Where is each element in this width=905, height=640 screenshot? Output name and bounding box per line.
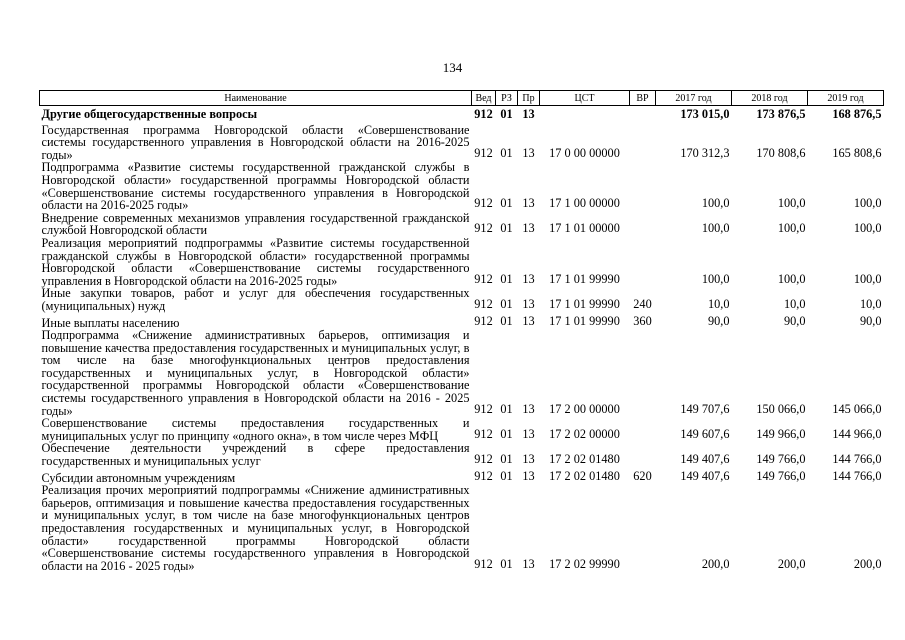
- row-value-2018: 100,0: [777, 196, 806, 211]
- row-cst: [540, 106, 630, 124]
- row-value-2017: 10,0: [707, 296, 730, 311]
- row-name: Реализация прочих мероприятий подпрограммы «Снижение административных барьеров, оптимизация и повышение качества предоставления государственных и муниципальных услуг, в том числе на базе многофункциональных центров предоставления государственных и муниципальных услуг, в Новгородской области» государственной программы Новгородской области «Совершенствование системы государственного управления в Новгородской области на 2016 - 2025 годы»: [41, 483, 470, 573]
- row-value-2019: 100,0: [853, 221, 882, 236]
- row-rz: 01: [500, 221, 513, 236]
- row-value-2017: 100,0: [701, 271, 730, 286]
- row-ved: 912: [474, 556, 493, 571]
- row-ved: 912: [474, 426, 493, 441]
- row-vr: 240: [633, 296, 652, 311]
- table-row: [40, 329, 884, 417]
- row-value-2017: 200,0: [701, 556, 730, 571]
- row-rz: 01: [500, 426, 513, 441]
- row-pr: 13: [522, 556, 535, 571]
- row-cst: 17 2 02 01480: [549, 452, 620, 467]
- header-ved: Вед: [472, 91, 496, 106]
- row-vr: [630, 417, 656, 442]
- row-value-2018: 150 066,0: [756, 401, 806, 416]
- row-value-2019: 144 966,0: [832, 426, 882, 441]
- row-cst: 17 0 00 00000: [549, 145, 620, 160]
- header-rz: РЗ: [496, 91, 518, 106]
- row-name: Совершенствование системы предоставления государственных и муниципальных услуг по принципу «одного окна», в том числе через МФЦ: [41, 416, 470, 443]
- row-name: Государственная программа Новгородской области «Совершенствование системы государственного управления в Новгородской области на 2016-2025 годы»: [41, 122, 470, 162]
- row-value-2019: 165 808,6: [832, 145, 882, 160]
- row-value-2017: 90,0: [707, 313, 730, 328]
- table-row: [40, 484, 884, 572]
- row-ved: 912: [474, 221, 493, 236]
- row-value-2017: 149 407,6: [680, 452, 730, 467]
- row-pr: 13: [522, 196, 535, 211]
- row-value-2019: 10,0: [859, 296, 882, 311]
- row-pr: 13: [522, 271, 535, 286]
- row-ved: 912: [474, 452, 493, 467]
- header-name: Наименование: [40, 91, 472, 106]
- header-pr: Пр: [518, 91, 540, 106]
- row-value-2017: 170 312,3: [680, 145, 730, 160]
- row-name: Реализация мероприятий подпрограммы «Развитие системы государственной гражданской службы в Новгородской области» государственной программы Новгородской области «Совершенствование системы государственного управления в Новгородской области на 2016-2025 годы»: [41, 235, 470, 288]
- row-rz: 01: [500, 271, 513, 286]
- row-value-2019: 90,0: [859, 313, 882, 328]
- row-value-2019: 145 066,0: [832, 401, 882, 416]
- page-number: 134: [442, 60, 463, 75]
- row-value-2019: 100,0: [853, 271, 882, 286]
- row-value-2019: 168 876,5: [832, 107, 882, 121]
- row-pr: 13: [522, 452, 535, 467]
- row-value-2018: 149 766,0: [756, 468, 806, 483]
- row-pr: 13: [522, 145, 535, 160]
- row-ved: 912: [474, 271, 493, 286]
- table-row: [40, 237, 884, 287]
- row-name: Обеспечение деятельности учреждений в сфере предоставления государственных и муниципальных услуг: [41, 441, 470, 469]
- table-row: [40, 468, 884, 485]
- table-row: [40, 287, 884, 312]
- row-vr: [630, 212, 656, 237]
- row-vr: [630, 124, 656, 162]
- table-row: [40, 161, 884, 211]
- header-2017: 2017 год: [656, 91, 732, 106]
- header-2018: 2018 год: [732, 91, 808, 106]
- row-cst: 17 2 00 00000: [549, 401, 620, 416]
- row-cst: 17 1 01 99990: [549, 313, 620, 328]
- row-rz: 01: [500, 401, 513, 416]
- row-value-2018: 149 766,0: [756, 452, 806, 467]
- row-pr: 13: [522, 221, 535, 236]
- row-name: Подпрограмма «Снижение административных барьеров, оптимизация и повышение качества предоставления государственных и муниципальных услуг, в том числе на базе многофункциональных центров предоставления государственных и муниципальных услуг, в Новгородской области» государственной программы Новгородской области «Совершенствование системы государственного управления в Новгородской области на 2016 - 2025 годы»: [41, 328, 470, 418]
- table-row: [40, 212, 884, 237]
- row-value-2019: 100,0: [853, 196, 882, 211]
- row-value-2018: 200,0: [777, 556, 806, 571]
- row-cst: 17 1 01 00000: [549, 221, 620, 236]
- row-rz: 01: [500, 145, 513, 160]
- table-body: [40, 106, 884, 573]
- row-value-2017: 149 607,6: [680, 426, 730, 441]
- row-vr: [630, 106, 656, 124]
- row-value-2018: 100,0: [777, 271, 806, 286]
- row-ved: 912: [474, 296, 493, 311]
- row-name: Иные закупки товаров, работ и услуг для обеспечения государственных (муниципальных) нужд: [41, 286, 470, 313]
- row-vr: [630, 161, 656, 211]
- row-pr: 13: [522, 296, 535, 311]
- row-pr: 13: [522, 401, 535, 416]
- row-value-2018: 170 808,6: [756, 145, 806, 160]
- row-value-2017: 100,0: [701, 221, 730, 236]
- row-value-2019: 200,0: [853, 556, 882, 571]
- table-header: [40, 91, 884, 106]
- row-name: Другие общегосударственные вопросы: [41, 107, 258, 121]
- row-vr: 620: [633, 468, 652, 483]
- row-value-2018: 90,0: [783, 313, 806, 328]
- row-rz: 01: [500, 196, 513, 211]
- row-value-2017: 173 015,0: [680, 107, 730, 121]
- row-name: Субсидии автономным учреждениям: [41, 470, 236, 485]
- table-row: [40, 417, 884, 442]
- row-ved: 912: [474, 107, 493, 121]
- row-value-2017: 149 707,6: [680, 401, 730, 416]
- row-cst: 17 2 02 01480: [549, 468, 620, 483]
- header-2019: 2019 год: [808, 91, 884, 106]
- row-cst: 17 2 02 00000: [549, 426, 620, 441]
- row-value-2018: 149 966,0: [756, 426, 806, 441]
- row-vr: [630, 442, 656, 467]
- row-value-2018: 100,0: [777, 221, 806, 236]
- table-row: [40, 124, 884, 162]
- row-pr: 13: [522, 468, 535, 483]
- row-vr: [630, 237, 656, 287]
- row-cst: 17 1 01 99990: [549, 271, 620, 286]
- header-vr: ВР: [630, 91, 656, 106]
- row-value-2018: 173 876,5: [756, 107, 806, 121]
- row-pr: 13: [522, 426, 535, 441]
- row-value-2019: 144 766,0: [832, 452, 882, 467]
- row-ved: 912: [474, 401, 493, 416]
- row-rz: 01: [500, 556, 513, 571]
- row-value-2018: 10,0: [783, 296, 806, 311]
- row-name: Подпрограмма «Развитие системы государственной гражданской службы в Новгородской области» государственной программы Новгородской области «Совершенствование системы государственного управления в Новгородской области на 2016-2025 годы»: [41, 160, 470, 213]
- row-name: Внедрение современных механизмов управления государственной гражданской службой Новгородской области: [41, 210, 470, 238]
- row-rz: 01: [500, 296, 513, 311]
- row-value-2019: 144 766,0: [832, 468, 882, 483]
- row-ved: 912: [474, 468, 493, 483]
- row-rz: 01: [500, 468, 513, 483]
- row-pr: 13: [522, 107, 535, 121]
- row-cst: 17 1 01 99990: [549, 296, 620, 311]
- row-cst: 17 1 00 00000: [549, 196, 620, 211]
- row-cst: 17 2 02 99990: [549, 556, 620, 571]
- row-vr: 360: [633, 313, 652, 328]
- row-ved: 912: [474, 313, 493, 328]
- table-row: [40, 313, 884, 330]
- row-ved: 912: [474, 196, 493, 211]
- row-rz: 01: [500, 313, 513, 328]
- budget-table: [39, 90, 884, 572]
- row-vr: [630, 329, 656, 417]
- row-value-2017: 149 407,6: [680, 468, 730, 483]
- row-rz: 01: [500, 452, 513, 467]
- row-rz: 01: [500, 107, 513, 121]
- table-row: [40, 106, 884, 124]
- row-pr: 13: [522, 313, 535, 328]
- row-value-2017: 100,0: [701, 196, 730, 211]
- row-name: Иные выплаты населению: [41, 315, 180, 330]
- header-cst: ЦСТ: [540, 91, 630, 106]
- row-ved: 912: [474, 145, 493, 160]
- table-row: [40, 442, 884, 467]
- row-vr: [630, 484, 656, 572]
